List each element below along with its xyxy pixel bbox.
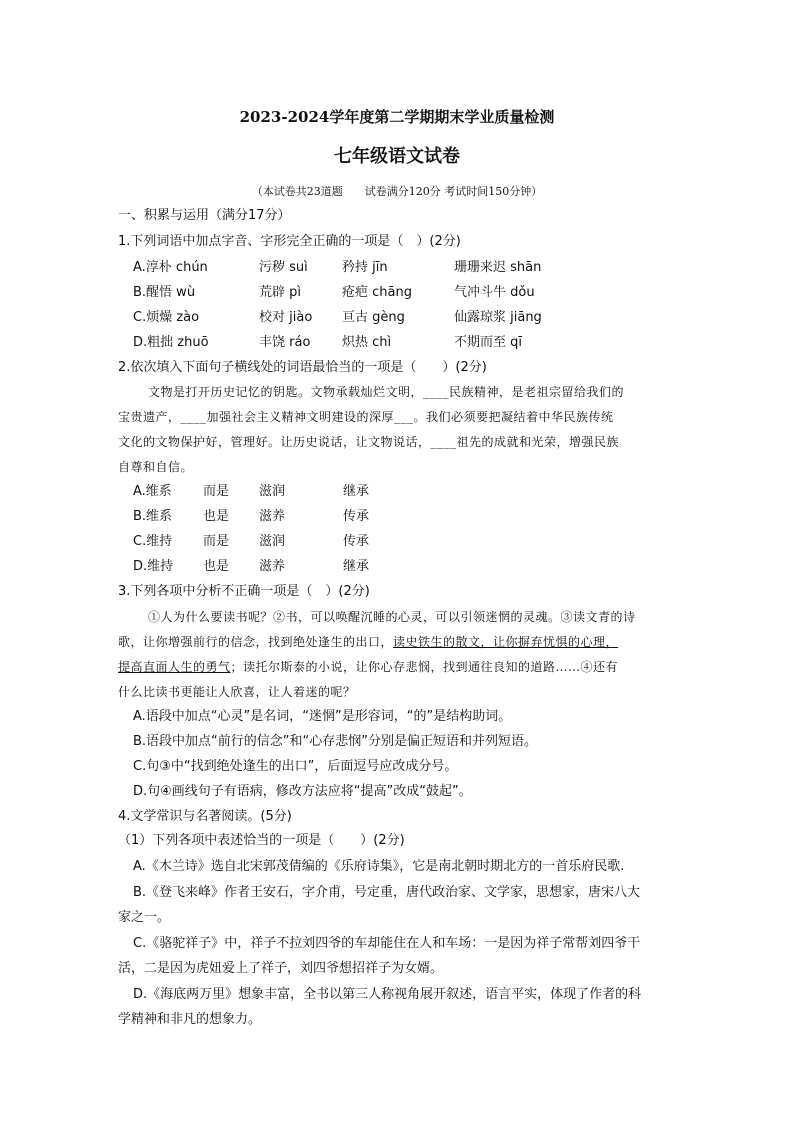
q4-option-c: C.《骆驼祥子》中，祥子不拉刘四爷的车却能住在人和车场：一是因为祥子常帮刘四爷干 [133, 936, 641, 951]
question-3-stem: 3.下列各项中分析不正确一项是（ ）(2分) [118, 584, 370, 599]
q3-passage-line [118, 658, 618, 676]
q2-passage-line: 文化的文物保护好，管理好。让历史说话，让文物说话，____祖先的成就和光荣，增强民族 [118, 435, 620, 449]
q1-a-4: 珊珊来迟 shān [454, 260, 542, 275]
q4-option-b: B.《登飞来峰》作者王安石，字介甫，号定重，唐代政治家、文学家，思想家，唐宋八大 [133, 885, 641, 900]
q1-a-2: 污秽 suì [259, 260, 308, 275]
q1-b-3: 疮疤 chāng [342, 285, 412, 300]
q1-option-d [133, 334, 522, 352]
exam-title: 2023-2024学年度第二学期期末学业质量检测 [239, 108, 555, 126]
q1-a-1: A.淳朴 chún [133, 260, 208, 275]
q1-d-1: D.粗拙 zhuō [133, 335, 209, 350]
q3-passage-line: 什么比读书更能让人欣喜，让人着迷的呢？ [118, 685, 356, 699]
q2-a-3: 滋润 [259, 484, 286, 499]
q1-c-3: 亘古 gèng [342, 310, 405, 325]
q3-option-b: B.语段中加点“前行的信念”和“心存悲悯”分别是偏正短语和并列短语。 [133, 734, 537, 749]
q4-sub-question-1: （1）下列各项中表述恰当的一项是（ ）(2分) [118, 833, 405, 848]
q3-option-a: A.语段中加点“心灵”是名词，“迷惘”是形容词，“的”是结构助词。 [133, 709, 512, 724]
q2-a-2: 而是 [203, 484, 230, 499]
q2-a-1: A.维系 [133, 484, 172, 499]
q2-c-2: 而是 [203, 534, 230, 549]
q2-option-b [133, 508, 369, 526]
q2-d-1: D.维持 [133, 559, 174, 574]
q1-d-2: 丰饶 ráo [259, 335, 311, 350]
question-1-stem: 1.下列词语中加点字音、字形完全正确的一项是（ ）(2分) [118, 234, 461, 249]
exam-subtitle: 七年级语文试卷 [334, 146, 460, 167]
q2-passage-line: 文物是打开历史记忆的钥匙。文物承载灿烂文明，____民族精神，是老祖宗留给我们的 [148, 385, 625, 399]
q1-d-4: 不期而至 qī [454, 335, 522, 350]
q1-option-c [133, 309, 542, 327]
q3-option-c: C.句③中“找到绝处逢生的出口”，后面逗号应改成分号。 [133, 759, 458, 774]
q1-option-a [133, 259, 541, 277]
q2-option-d [133, 558, 369, 576]
question-4-stem: 4.文学常识与名著阅读。(5分) [118, 809, 292, 824]
question-2-stem: 2.依次填入下面句子横线处的词语最恰当的一项是（ ）(2分) [118, 360, 487, 375]
q3-underlined-sentence: 提高直面人生的勇气 [118, 660, 231, 674]
q2-d-4: 继承 [343, 559, 370, 574]
q2-a-4: 继承 [343, 484, 370, 499]
q3-passage-line: ①人为什么要读书呢？②书，可以唤醒沉睡的心灵，可以引领迷惘的灵魂。③读文青的诗 [148, 610, 636, 624]
q2-c-1: C.维持 [133, 534, 173, 549]
exam-note: （本试卷共23道题 试卷满分120分 考试时间150分钟） [251, 185, 543, 198]
q4-option-b-cont: 家之一。 [118, 910, 171, 925]
q1-a-3: 矜持 jīn [342, 260, 388, 275]
q2-c-4: 传承 [343, 534, 370, 549]
q2-option-c [133, 533, 369, 551]
q2-option-a [133, 483, 369, 501]
q2-passage-line: 宝贵遗产，____加强社会主义精神文明建设的深厚___。我们必须要把凝结着中华民族传统 [118, 410, 614, 424]
q3-passage-line [118, 633, 618, 651]
q1-option-b [133, 284, 535, 302]
q1-b-1: B.醒悟 wù [133, 285, 196, 300]
q4-option-c-cont: 活，二是因为虎妞爱上了祥子，刘四爷想招祥子为女婿。 [118, 961, 444, 976]
q2-d-2: 也是 [203, 559, 230, 574]
q2-b-2: 也是 [203, 509, 230, 524]
q4-option-d: D.《海底两万里》想象丰富，全书以第三人称视角展开叙述，语言平实，体现了作者的科 [133, 987, 642, 1002]
q2-b-1: B.维系 [133, 509, 173, 524]
q2-c-3: 滋润 [259, 534, 286, 549]
q1-c-2: 校对 jiào [259, 310, 313, 325]
q4-option-a: A.《木兰诗》选自北宋郭茂倩编的《乐府诗集》，它是南北朝时期北方的一首乐府民歌. [133, 859, 625, 874]
q2-d-3: 滋养 [259, 559, 286, 574]
q1-b-2: 荒辟 pì [259, 285, 301, 300]
q2-b-3: 滋养 [259, 509, 286, 524]
q1-d-3: 炽热 chì [342, 335, 392, 350]
q2-b-4: 传承 [343, 509, 370, 524]
q3-passage-text: 歌，让你增强前行的信念，找到绝处逢生的出口， [118, 635, 394, 649]
q4-option-d-cont: 学精神和非凡的想象力。 [118, 1012, 262, 1027]
q2-passage-line: 自尊和自信。 [118, 460, 194, 474]
section-heading: 一、积累与运用（满分17分） [118, 208, 291, 223]
q3-underlined-sentence: 读史铁生的散文，让你摒弃忧惧的心理， [393, 635, 619, 649]
q1-c-4: 仙露琼浆 jiāng [454, 310, 542, 325]
q3-option-d: D.句④画线句子有语病，修改方法应将“提高”改成“鼓起”。 [133, 784, 472, 799]
q1-b-4: 气冲斗牛 dǒu [454, 285, 535, 300]
q3-passage-text: ；读托尔斯泰的小说，让你心存悲悯，找到通往良知的道路……④还有 [230, 660, 619, 674]
q1-c-1: C.烦燥 zào [133, 310, 200, 325]
